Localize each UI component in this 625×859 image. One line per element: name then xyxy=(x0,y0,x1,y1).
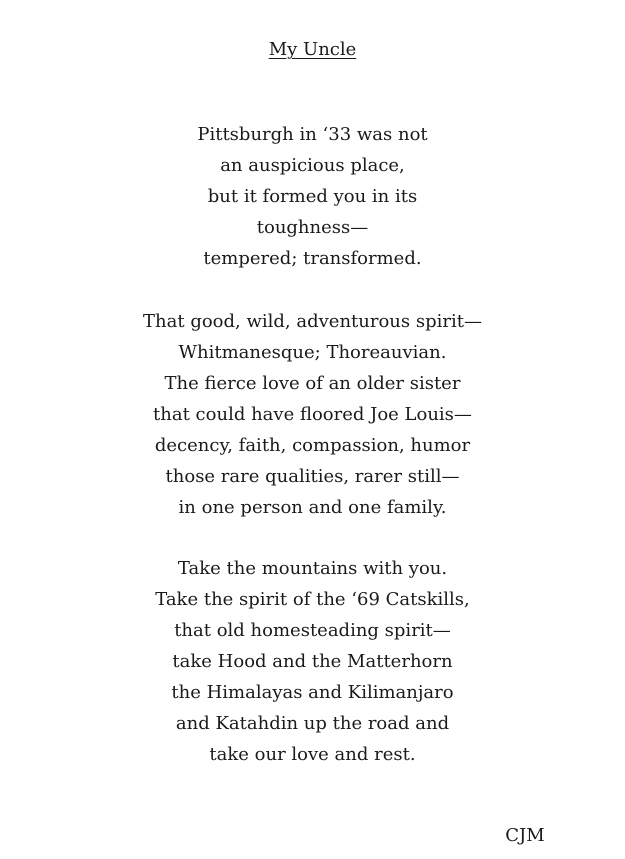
poem-line: and Katahdin up the road and xyxy=(175,713,450,734)
poem-line: decency, faith, compassion, humor xyxy=(154,435,471,456)
stanza-3 xyxy=(0,553,625,770)
poem-line: but it formed you in its xyxy=(207,186,418,207)
poem-line: toughness— xyxy=(256,217,369,238)
author-signature: CJM xyxy=(505,825,545,846)
poem-line: tempered; transformed. xyxy=(203,248,422,269)
stanza-2 xyxy=(0,306,625,523)
poem-line: an auspicious place, xyxy=(220,155,405,176)
poem-line: take Hood and the Matterhorn xyxy=(172,651,453,672)
poem-line: the Himalayas and Kilimanjaro xyxy=(171,682,454,703)
poem-line: Whitmanesque; Thoreauvian. xyxy=(178,342,447,363)
poem-line: Take the spirit of the ‘69 Catskills, xyxy=(155,589,470,610)
poem-line: those rare qualities, rarer still— xyxy=(165,466,460,487)
poem-line: That good, wild, adventurous spirit— xyxy=(143,311,482,332)
poem-line: Take the mountains with you. xyxy=(177,558,448,579)
poem-line: in one person and one family. xyxy=(178,497,447,518)
poem-line: The fierce love of an older sister xyxy=(164,373,461,394)
poem-line: Pittsburgh in ‘33 was not xyxy=(197,124,428,145)
stanza-1 xyxy=(0,119,625,274)
poem-title: My Uncle xyxy=(268,39,357,60)
poem-line: that could have floored Joe Louis— xyxy=(153,404,472,425)
poem-line: take our love and rest. xyxy=(209,744,416,765)
poem-line: that old homesteading spirit— xyxy=(174,620,451,641)
